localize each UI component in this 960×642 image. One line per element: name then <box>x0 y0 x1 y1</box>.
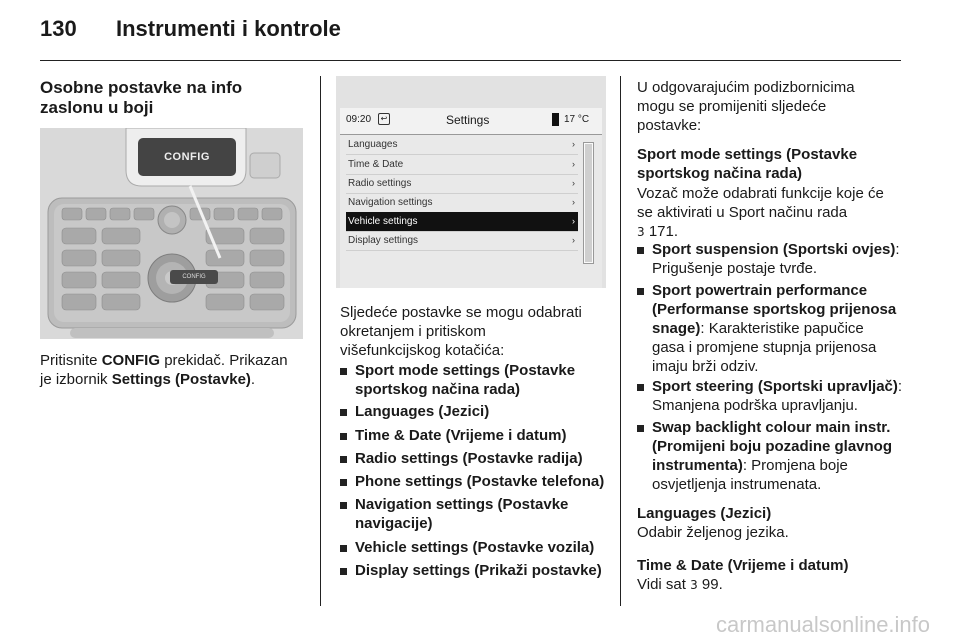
bullet-text: Radio settings (Postavke radija) <box>355 450 583 467</box>
bullet-text: imaju brži odziv. <box>652 358 759 375</box>
time-date-heading: Time & Date (Vrijeme i datum) <box>637 557 849 574</box>
text-line: se aktivirati u Sport načinu rada <box>637 204 848 221</box>
col3-intro <box>637 78 917 135</box>
page-ref[interactable]: 171. <box>648 223 679 240</box>
watermark: carmanualsonline.info <box>716 612 931 637</box>
bullet-icon <box>340 545 347 552</box>
menu-item-label: Navigation settings <box>348 197 433 208</box>
settings-bullet <box>340 472 615 491</box>
settings-menu-item[interactable] <box>346 155 578 175</box>
header-rule <box>40 60 901 61</box>
settings-menu-item[interactable] <box>346 174 578 194</box>
text-line: postavke: <box>637 117 702 134</box>
back-icon: ↩ <box>378 113 390 125</box>
settings-bullet <box>340 538 615 557</box>
sport-bullet <box>637 377 922 415</box>
bullet-icon <box>637 288 644 295</box>
section-heading <box>40 78 242 118</box>
text-span: : <box>895 241 900 258</box>
text-span: : Promjena boje <box>742 457 848 474</box>
settings-bullet <box>340 361 615 399</box>
settings-bullet <box>340 561 615 580</box>
bullet-title: Sport powertrain performance <box>652 282 868 299</box>
section-heading-line: Osobne postavke na info <box>40 78 243 97</box>
bullet-text: Languages (Jezici) <box>355 403 490 420</box>
text-line: mogu se promijeniti sljedeće <box>637 98 827 115</box>
bullet-text: osvjetljenja instrumenata. <box>652 476 822 493</box>
settings-menu-item[interactable] <box>346 135 578 155</box>
text-span: Vidi sat <box>637 576 686 593</box>
page-ref-icon: 3 <box>690 578 698 592</box>
bullet-text: Smanjena podrška upravljanju. <box>652 397 858 414</box>
bullet-icon <box>340 456 347 463</box>
bullet-icon <box>340 479 347 486</box>
page-number: 130 <box>40 16 77 41</box>
bullet-text: Vehicle settings (Postavke vozila) <box>355 539 595 556</box>
console-photo <box>40 128 303 339</box>
settings-label: Settings (Postavke) <box>111 371 251 388</box>
screen-scrollbar[interactable] <box>583 142 594 264</box>
config-button-zoom-label: CONFIG <box>164 151 210 163</box>
bullet-title: Sport steering (Sportski upravljač) <box>652 378 898 395</box>
bullet-icon <box>340 409 347 416</box>
bullet-icon <box>340 368 347 375</box>
bullet-icon <box>637 425 644 432</box>
bullet-text: navigacije) <box>355 515 433 532</box>
heading-line: Sport mode settings (Postavke <box>637 146 858 163</box>
bullet-title: Swap backlight colour main instr. <box>652 419 891 436</box>
bullet-text: Navigation settings (Postavke <box>355 496 569 513</box>
bullet-text: Display settings (Prikaži postavke) <box>355 562 602 579</box>
chevron-right-icon: › <box>572 178 575 188</box>
heading-line: sportskog načina rada) <box>637 165 803 182</box>
menu-item-label: Radio settings <box>348 178 412 189</box>
bullet-icon <box>340 502 347 509</box>
text-span: Pritisnite <box>40 352 102 369</box>
screen-time: 09:20 <box>346 114 372 125</box>
screen-title: Settings <box>446 113 490 127</box>
text-line: okretanjem i pritiskom <box>340 323 486 340</box>
screen-status-bar <box>340 108 602 135</box>
settings-menu-item-selected[interactable] <box>346 212 578 232</box>
bullet-icon <box>340 568 347 575</box>
bullet-title: (Performanse sportskog prijenosa <box>652 301 897 318</box>
text-span: je izbornik <box>40 371 112 388</box>
screen-temperature: 17 °C <box>564 114 590 125</box>
page-header-title: Instrumenti i kontrole <box>116 16 341 41</box>
languages-text: Odabir željenog jezika. <box>637 524 789 541</box>
sport-bullet <box>637 240 922 278</box>
text-span: : <box>897 378 903 395</box>
chevron-right-icon: › <box>572 235 575 245</box>
text-span: . <box>250 371 256 388</box>
section-heading-line: zaslonu u boji <box>40 98 154 117</box>
settings-bullet <box>340 449 615 468</box>
bullet-text: Sport mode settings (Postavke <box>355 362 576 379</box>
time-date-text <box>637 575 723 595</box>
chevron-right-icon: › <box>572 216 575 226</box>
config-instruction <box>40 351 312 389</box>
text-line: Vozač može odabrati funkcije koje će <box>637 185 884 202</box>
phone-icon <box>552 113 559 126</box>
page-ref[interactable]: 99. <box>701 576 723 593</box>
chevron-right-icon: › <box>572 139 575 149</box>
chevron-right-icon: › <box>572 159 575 169</box>
settings-menu-item[interactable] <box>346 231 578 251</box>
menu-item-label: Display settings <box>348 235 419 246</box>
config-label: CONFIG <box>101 352 161 369</box>
column-divider-1 <box>320 76 321 606</box>
bullet-title: instrumenta) <box>652 457 743 474</box>
bullet-icon <box>340 433 347 440</box>
bullet-title: snage) <box>652 320 701 337</box>
text-span: : Karakteristike papučice <box>700 320 864 337</box>
menu-item-label: Vehicle settings <box>348 216 418 227</box>
settings-bullet <box>340 426 615 445</box>
text-line: višefunkcijskog kotačića: <box>340 342 505 359</box>
sport-bullet <box>637 281 922 376</box>
bullet-icon <box>637 384 644 391</box>
bullet-text: Prigušenje postaje tvrđe. <box>652 260 818 277</box>
sport-bullet <box>637 418 922 494</box>
settings-menu-item[interactable] <box>346 193 578 213</box>
chevron-right-icon: › <box>572 197 575 207</box>
settings-bullet <box>340 495 615 533</box>
text-span: prekidač. Prikazan <box>160 352 288 369</box>
page-ref-icon: 3 <box>637 225 645 239</box>
text-line: U odgovarajućim podizbornicima <box>637 79 855 96</box>
bullet-text: Phone settings (Postavke telefona) <box>355 473 605 490</box>
scrollbar-thumb[interactable] <box>585 144 592 262</box>
bullet-title: (Promijeni boju pozadine glavnog <box>652 438 893 455</box>
menu-item-label: Languages <box>348 139 398 150</box>
menu-item-label: Time & Date <box>348 159 404 170</box>
sport-mode-text <box>637 184 922 242</box>
bullet-text: gasa i promjene stupnja prijenosa <box>652 339 877 356</box>
bullet-title: Sport suspension (Sportski ovjes) <box>652 241 896 258</box>
sport-mode-heading <box>637 145 917 183</box>
languages-heading: Languages (Jezici) <box>637 505 772 522</box>
bullet-icon <box>637 247 644 254</box>
bullet-text: Time & Date (Vrijeme i datum) <box>355 427 567 444</box>
settings-screen <box>340 108 602 288</box>
text-line: Sljedeće postavke se mogu odabrati <box>340 304 582 321</box>
column-divider-2 <box>620 76 621 606</box>
config-button-small-label: CONFIG <box>182 274 206 280</box>
col2-intro <box>340 303 615 360</box>
bullet-text: sportskog načina rada) <box>355 381 521 398</box>
settings-bullet <box>340 402 615 421</box>
